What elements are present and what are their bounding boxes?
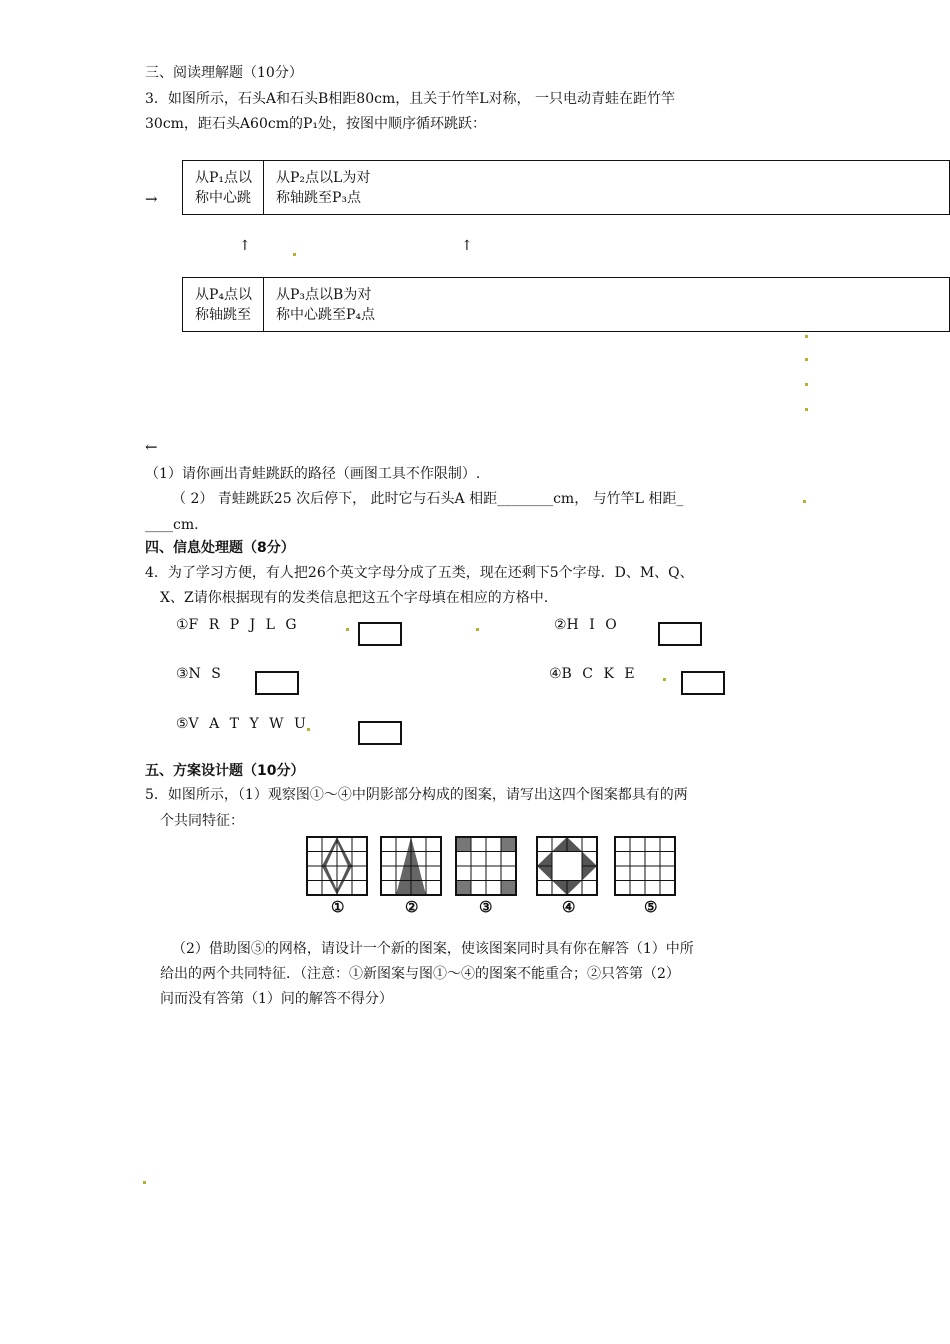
figure-3 bbox=[455, 836, 517, 896]
scan-dot bbox=[143, 1181, 146, 1184]
figure-4 bbox=[536, 836, 598, 896]
q3-text-line1: 3．如图所示，石头A和石头B相距80cm，且关于竹竿L对称， 一只电动青蛙在距竹竿 bbox=[145, 91, 675, 107]
figure-2 bbox=[380, 836, 442, 896]
q4-text-line2: X、Z请你根据现有的发类信息把这五个字母填在相应的方格中. bbox=[160, 590, 549, 606]
flow-box-bottom-left-line2: 称轴跳至 bbox=[195, 307, 251, 323]
group-4-answer-box[interactable] bbox=[681, 671, 725, 695]
figure-4-label: ④ bbox=[562, 898, 576, 916]
flow-box-top-left bbox=[183, 161, 264, 214]
arrow-right-icon: → bbox=[145, 190, 158, 208]
figure-1 bbox=[306, 836, 368, 896]
group-2-answer-box[interactable] bbox=[658, 622, 702, 646]
flow-box-top-left-line2: 称中心跳 bbox=[195, 190, 251, 206]
q3-part1: （1）请你画出青蛙跳跃的路径（画图工具不作限制）. bbox=[145, 466, 481, 482]
flow-box-bottom-left-line1: 从P₄点以 bbox=[195, 287, 253, 303]
figure-5[interactable] bbox=[614, 836, 676, 896]
scan-dot bbox=[805, 335, 808, 338]
group-3-answer-box[interactable] bbox=[255, 671, 299, 695]
q5-part2-line3: 问而没有答第（1）问的解答不得分） bbox=[160, 991, 393, 1007]
arrow-up-icon: ↑ bbox=[239, 238, 251, 254]
group-3-label: ③N S bbox=[176, 666, 221, 682]
group-1-label: ①F R P J L G bbox=[176, 617, 297, 633]
scan-dot bbox=[307, 728, 310, 731]
scan-dot bbox=[346, 628, 349, 631]
figure-3-label: ③ bbox=[479, 898, 493, 916]
section4-heading: 四、信息处理题（8分） bbox=[145, 540, 295, 556]
figure-1-label: ① bbox=[331, 898, 345, 916]
q3-text-line2: 30cm，距石头A60cm的P₁处，按图中顺序循环跳跃： bbox=[145, 116, 487, 132]
scan-dot bbox=[805, 408, 808, 411]
q3-part2-line2: ____cm. bbox=[145, 517, 199, 533]
group-5-label: ⑤V A T Y W U bbox=[176, 716, 306, 732]
scan-dot bbox=[293, 253, 296, 256]
arrow-up-icon: ↑ bbox=[461, 238, 473, 254]
flow-box-bottom bbox=[182, 277, 950, 332]
q5-text-line2: 个共同特征： bbox=[160, 813, 244, 829]
flow-box-top bbox=[182, 160, 950, 215]
q4-text-line1: 4．为了学习方便，有人把26个英文字母分成了五类，现在还剩下5个字母．D、M、Q、 bbox=[145, 565, 694, 581]
group-1-answer-box[interactable] bbox=[358, 622, 402, 646]
scan-dot bbox=[663, 678, 666, 681]
arrow-left-icon: ← bbox=[145, 438, 158, 456]
scan-dot bbox=[476, 628, 479, 631]
section3-heading: 三、阅读理解题（10分） bbox=[145, 65, 303, 81]
group-5-answer-box[interactable] bbox=[358, 721, 402, 745]
group-4-label: ④B C K E bbox=[549, 666, 635, 682]
scan-dot bbox=[805, 383, 808, 386]
flow-box-bottom-left bbox=[183, 278, 264, 331]
flow-box-bottom-right-line1: 从P₃点以B为对 bbox=[276, 287, 372, 303]
figure-2-label: ② bbox=[405, 898, 419, 916]
scan-dot bbox=[803, 500, 806, 503]
section5-heading: 五、方案设计题（10分） bbox=[145, 763, 305, 779]
group-2-label: ②H I O bbox=[554, 617, 617, 633]
scan-dot bbox=[805, 358, 808, 361]
q5-part2-line2: 给出的两个共同特征．（注意：①新图案与图①～④的图案不能重合；②只答第（2） bbox=[160, 966, 680, 982]
figure-5-label: ⑤ bbox=[644, 898, 658, 916]
flow-box-bottom-right-line2: 称中心跳至P₄点 bbox=[276, 307, 376, 323]
q5-part2-line1: （2）借助图⑤的网格，请设计一个新的图案，使该图案同时具有你在解答（1）中所 bbox=[172, 941, 694, 957]
flow-box-top-left-line1: 从P₁点以 bbox=[195, 170, 253, 186]
q3-part2-line1: （ 2） 青蛙跳跃25 次后停下， 此时它与石头A 相距________cm， 与竹竿L 相距_ bbox=[172, 491, 684, 507]
flow-box-top-right-line2: 称轴跳至P₃点 bbox=[276, 190, 362, 206]
flow-box-top-right-line1: 从P₂点以L为对 bbox=[276, 170, 371, 186]
q5-text-line1: 5．如图所示，（1）观察图①～④中阴影部分构成的图案，请写出这四个图案都具有的两 bbox=[145, 787, 688, 803]
